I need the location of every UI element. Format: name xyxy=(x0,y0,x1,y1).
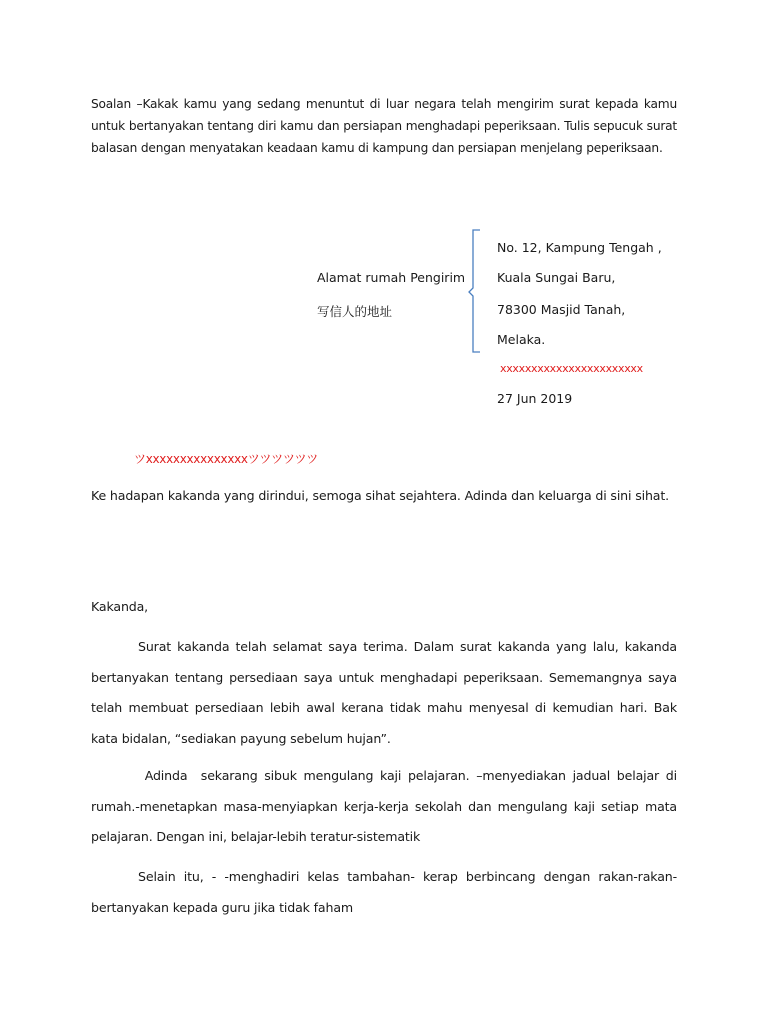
body-paragraph-1: Surat kakanda telah selamat saya terima. Dalam surat kakanda yang lalu, kakanda bertanyakan tentang persediaan saya untuk menghadapi peperiksaan. Sememangnya saya telah membuat persediaan lebih awal kerana tidak mahu menyesal di kemudian hari. Bak kata bidalan, “sediakan payung sebelum hujan”. xyxy=(91,639,677,746)
curly-bracket-icon xyxy=(468,228,498,354)
address-line-4: Melaka. xyxy=(497,332,546,347)
salutation: Kakanda, xyxy=(91,599,149,614)
letter-date: 27 Jun 2019 xyxy=(497,391,573,406)
body-paragraph-3: Selain itu, - -menghadiri kelas tambahan- kerap berbincang dengan rakan-rakan-bertanyakan kepada guru jika tidak faham xyxy=(91,869,677,915)
sender-address-label-chinese: 写信人的地址 xyxy=(317,304,393,319)
address-line-3: 78300 Masjid Tanah, xyxy=(497,302,626,317)
crossed-out-line-left: ツxxxxxxxxxxxxxxxツツツツツツ xyxy=(134,452,318,466)
question-text: Soalan –Kakak kamu yang sedang menuntut di luar negara telah mengirim surat kepada kamu untuk bertanyakan tentang diri kamu dan persiapan menghadapi peperiksaan. Tulis sepucuk surat balasan dengan menyatakan keadaan kamu di kampung dan persiapan menjelang peperiksaan. xyxy=(91,97,677,155)
address-line-2: Kuala Sungai Baru, xyxy=(497,270,616,285)
address-line-1: No. 12, Kampung Tengah , xyxy=(497,240,662,255)
greeting-paragraph: Ke hadapan kakanda yang dirindui, semoga sihat sejahtera. Adinda dan keluarga di sini sihat. xyxy=(91,488,670,503)
sender-address-label: Alamat rumah Pengirim xyxy=(317,270,466,285)
crossed-out-line-right: xxxxxxxxxxxxxxxxxxxxxxx xyxy=(500,362,643,375)
body-paragraph-2: Adinda sekarang sibuk mengulang kaji pelajaran. –menyediakan jadual belajar di rumah.-menetapkan masa-menyiapkan kerja-kerja sekolah dan mengulang kaji setiap mata pelajaran. Dengan ini, belajar-lebih teratur-sistematik xyxy=(91,768,681,844)
